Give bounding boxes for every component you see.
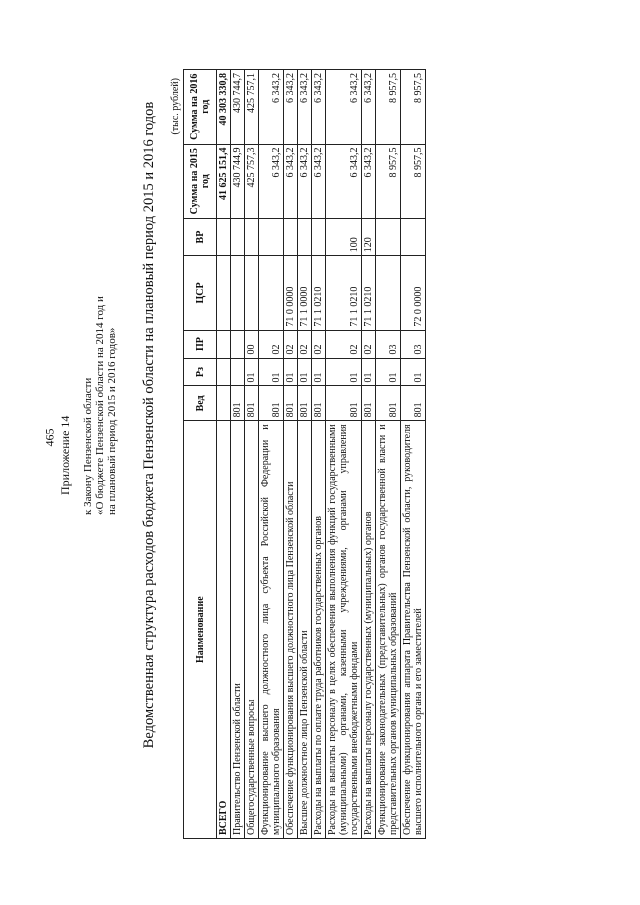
header-rz: Рз <box>184 358 217 386</box>
header-vr: ВР <box>184 218 217 255</box>
cell-rz: 01 <box>259 358 284 386</box>
cell-csr <box>259 256 284 330</box>
cell-rz: 01 <box>245 358 259 386</box>
cell-csr: 72 0 0000 <box>401 256 426 330</box>
cell-name: Расходы на выплаты персоналу государственных (муниципальных) органов <box>362 421 376 839</box>
cell-vr <box>231 218 245 255</box>
cell-name: ВСЕГО <box>217 421 231 839</box>
cell-vr <box>298 218 312 255</box>
cell-sum2016: 6 343,2 <box>362 70 376 145</box>
cell-sum2016: 6 343,2 <box>326 70 362 145</box>
cell-sum2015: 6 343,2 <box>312 144 326 218</box>
cell-name: Обеспечение функционирования аппарата Правительства Пензенской области, руководителя высшего исполнительного органа и его заместителей <box>401 421 426 839</box>
law-reference <box>82 296 118 515</box>
cell-sum2015: 8 957,5 <box>376 144 401 218</box>
cell-sum2015: 41 625 151,4 <box>217 144 231 218</box>
cell-vr <box>284 218 298 255</box>
header-csr: ЦСР <box>184 256 217 330</box>
cell-pr: 03 <box>376 330 401 358</box>
table-row <box>401 70 426 839</box>
budget-table <box>183 69 426 839</box>
cell-sum2015: 6 343,2 <box>362 144 376 218</box>
cell-ved: 801 <box>376 386 401 421</box>
cell-name: Правительство Пензенской области <box>231 421 245 839</box>
cell-name: Расходы на выплаты персоналу в целях обеспечения выполнения функций государственными (муниципальными) органами, казенными учреждениями, органами управления государственными внебюджетными фондами <box>326 421 362 839</box>
table-row <box>259 70 284 839</box>
cell-pr: 02 <box>298 330 312 358</box>
cell-rz: 01 <box>298 358 312 386</box>
cell-csr: 71 1 0210 <box>312 256 326 330</box>
document-title: Ведомственная структура расходов бюджета Пензенской области на плановый период 2015 и 2016 годов <box>141 101 157 749</box>
cell-vr: 100 <box>326 218 362 255</box>
cell-name: Обеспечение функционирования высшего должностного лица Пензенской области <box>284 421 298 839</box>
table-row <box>376 70 401 839</box>
cell-ved: 801 <box>245 386 259 421</box>
cell-csr: 71 1 0000 <box>298 256 312 330</box>
table-row <box>217 70 231 839</box>
table-row <box>231 70 245 839</box>
cell-sum2016: 6 343,2 <box>298 70 312 145</box>
cell-pr: 02 <box>362 330 376 358</box>
cell-ved: 801 <box>231 386 245 421</box>
cell-pr: 00 <box>245 330 259 358</box>
cell-rz: 01 <box>326 358 362 386</box>
cell-rz: 01 <box>284 358 298 386</box>
cell-rz: 01 <box>362 358 376 386</box>
cell-csr: 71 0 0000 <box>284 256 298 330</box>
cell-sum2015: 6 343,2 <box>259 144 284 218</box>
table-body <box>217 70 426 839</box>
header-sum-2015: Сумма на 2015 год <box>184 144 217 218</box>
unit-note: (тыс. рублей) <box>170 78 181 135</box>
cell-sum2016: 425 757,1 <box>245 70 259 145</box>
cell-vr: 120 <box>362 218 376 255</box>
cell-pr: 02 <box>326 330 362 358</box>
cell-csr <box>217 256 231 330</box>
cell-pr <box>231 330 245 358</box>
cell-ved: 801 <box>298 386 312 421</box>
cell-ved <box>217 386 231 421</box>
cell-name: Функционирование законодательных (представительных) органов государственной власти и представительных органов муниципальных образований <box>376 421 401 839</box>
cell-pr: 02 <box>284 330 298 358</box>
cell-rz: 01 <box>312 358 326 386</box>
table-row <box>284 70 298 839</box>
table-row <box>312 70 326 839</box>
header-ved: Вед <box>184 386 217 421</box>
cell-sum2015: 6 343,2 <box>326 144 362 218</box>
cell-sum2016: 430 744,7 <box>231 70 245 145</box>
cell-csr: 71 1 0210 <box>326 256 362 330</box>
cell-rz: 01 <box>401 358 426 386</box>
cell-sum2015: 6 343,2 <box>284 144 298 218</box>
law-reference-line: к Закону Пензенской области <box>82 377 94 515</box>
cell-ved: 801 <box>259 386 284 421</box>
cell-sum2016: 40 303 330,8 <box>217 70 231 145</box>
cell-vr <box>245 218 259 255</box>
table-row <box>245 70 259 839</box>
appendix-label: Приложение 14 <box>58 415 72 495</box>
cell-sum2016: 8 957,5 <box>401 70 426 145</box>
cell-pr: 02 <box>259 330 284 358</box>
cell-rz: 01 <box>376 358 401 386</box>
header-name: Наименование <box>184 421 217 839</box>
cell-csr: 71 1 0210 <box>362 256 376 330</box>
cell-sum2016: 6 343,2 <box>284 70 298 145</box>
cell-name: Расходы на выплаты по оплате труда работников государственных органов <box>312 421 326 839</box>
cell-sum2015: 430 744,9 <box>231 144 245 218</box>
cell-pr: 03 <box>401 330 426 358</box>
table-row <box>362 70 376 839</box>
cell-rz <box>231 358 245 386</box>
cell-vr <box>259 218 284 255</box>
cell-csr <box>231 256 245 330</box>
cell-name: Высшее должностное лицо Пензенской области <box>298 421 312 839</box>
cell-ved: 801 <box>312 386 326 421</box>
cell-ved: 801 <box>326 386 362 421</box>
page-number: 465 <box>42 428 57 447</box>
header-pr: ПР <box>184 330 217 358</box>
cell-sum2015: 8 957,5 <box>401 144 426 218</box>
cell-vr <box>376 218 401 255</box>
table-row <box>298 70 312 839</box>
cell-sum2016: 6 343,2 <box>259 70 284 145</box>
law-reference-line: «О бюджете Пензенской области на 2014 год и <box>94 296 106 515</box>
cell-ved: 801 <box>284 386 298 421</box>
cell-pr: 02 <box>312 330 326 358</box>
law-reference-line: на плановый период 2015 и 2016 годов» <box>106 327 118 515</box>
cell-csr <box>376 256 401 330</box>
cell-ved: 801 <box>362 386 376 421</box>
cell-sum2016: 8 957,5 <box>376 70 401 145</box>
header-sum-2016: Сумма на 2016 год <box>184 70 217 145</box>
cell-vr <box>401 218 426 255</box>
cell-csr <box>245 256 259 330</box>
cell-pr <box>217 330 231 358</box>
cell-name: Функционирование высшего должностного лица субъекта Российской Федерации и муниципального образования <box>259 421 284 839</box>
cell-sum2016: 6 343,2 <box>312 70 326 145</box>
cell-rz <box>217 358 231 386</box>
cell-sum2015: 425 757,3 <box>245 144 259 218</box>
cell-vr <box>312 218 326 255</box>
cell-name: Общегосударственные вопросы <box>245 421 259 839</box>
cell-vr <box>217 218 231 255</box>
cell-ved: 801 <box>401 386 426 421</box>
table-row <box>326 70 362 839</box>
table-header-row <box>184 70 217 839</box>
cell-sum2015: 6 343,2 <box>298 144 312 218</box>
